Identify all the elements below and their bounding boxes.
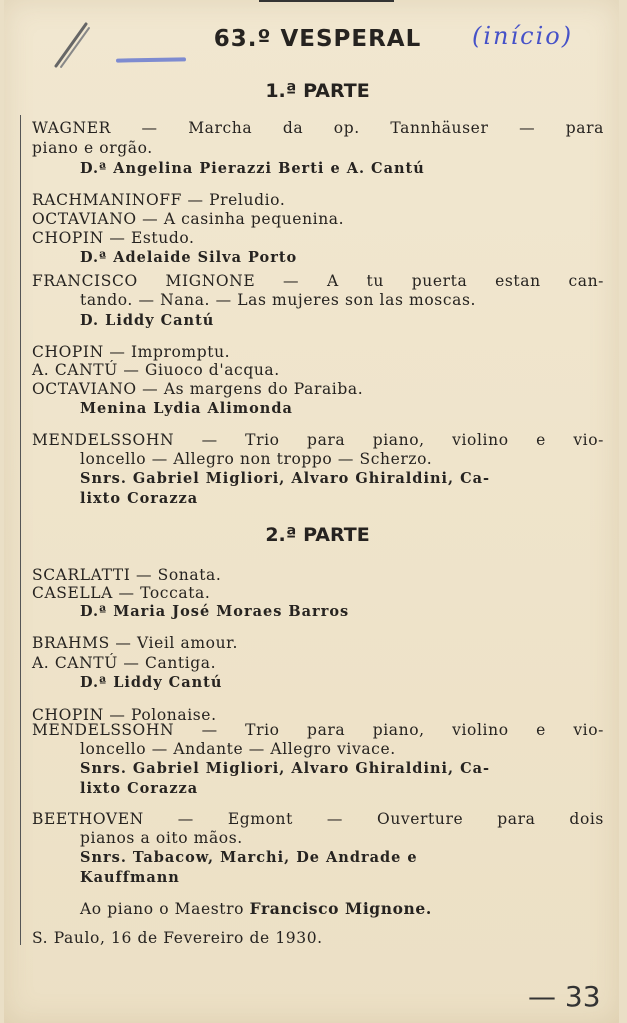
program-line: tando. — Nana. — Las mujeres son las moscas. [80,291,477,309]
program-line: A. CANTÚ — Giuoco d'acqua. [32,361,280,379]
performer-line: Kauffmann [80,869,180,886]
performer-line: Snrs. Gabriel Migliori, Alvaro Ghiraldini, Ca- [80,470,491,487]
pianist-name: Francisco Mignone. [249,899,432,918]
blue-pen-underline [116,57,186,62]
program-line: BRAHMS — Vieil amour. [32,634,238,652]
newspaper-clipping [4,0,619,1023]
performer-line: lixto Corazza [80,780,199,797]
program-line: OCTAVIANO — A casinha pequenina. [32,210,345,228]
program-line: pianos a oito mãos. [80,829,243,847]
performer-line: D.ª Adelaide Silva Porto [80,249,298,266]
program-line: CHOPIN — Estudo. [32,229,195,247]
program-line: FRANCISCO MIGNONE — A tu puerta estan can- [32,272,604,290]
program-line: OCTAVIANO — As margens do Paraiba. [32,380,364,398]
pianist-credit-prefix: Ao piano o Maestro [80,900,245,918]
program-line: CHOPIN — Polonaise. [32,706,217,724]
performer-line: Snrs. Tabacow, Marchi, De Andrade e [80,849,418,866]
pianist-credit [80,899,432,918]
program-line: SCARLATTI — Sonata. [32,566,222,584]
program-line: piano e orgão. [32,139,153,157]
handwritten-annotation: (início) [472,22,574,50]
program-line: BEETHOVEN — Egmont — Ouverture para dois [32,810,604,828]
program-line: CASELLA — Toccata. [32,584,211,602]
place-date: S. Paulo, 16 de Fevereiro de 1930. [32,929,323,947]
program-line: WAGNER — Marcha da op. Tannhäuser — para [32,119,604,137]
performer-line: Menina Lydia Alimonda [80,400,293,417]
performer-line: D.ª Angelina Pierazzi Berti e A. Cantú [80,160,425,177]
program-line: RACHMANINOFF — Preludio. [32,191,286,209]
performer-line: D. Liddy Cantú [80,312,215,329]
program-line: loncello — Allegro non troppo — Scherzo. [80,450,433,468]
part2-heading: 2.ª PARTE [265,524,370,546]
performer-line: D.ª Maria José Moraes Barros [80,603,350,620]
program-line: A. CANTÚ — Cantiga. [32,654,217,672]
performer-line: Snrs. Gabriel Migliori, Alvaro Ghiraldini, Ca- [80,760,491,777]
page-title: 63.º VESPERAL [213,26,422,52]
program-line: MENDELSSOHN — Trio para piano, violino e vio- [32,721,604,739]
part1-heading: 1.ª PARTE [265,80,370,102]
program-line: CHOPIN — Impromptu. [32,343,231,361]
performer-line: lixto Corazza [80,490,199,507]
program-line: loncello — Andante — Allegro vivace. [80,740,396,758]
program-line: MENDELSSOHN — Trio para piano, violino e vio- [32,431,604,449]
performer-line: D.ª Liddy Cantú [80,674,223,691]
page-number: — 33 [528,980,601,1013]
top-rule [259,0,394,2]
